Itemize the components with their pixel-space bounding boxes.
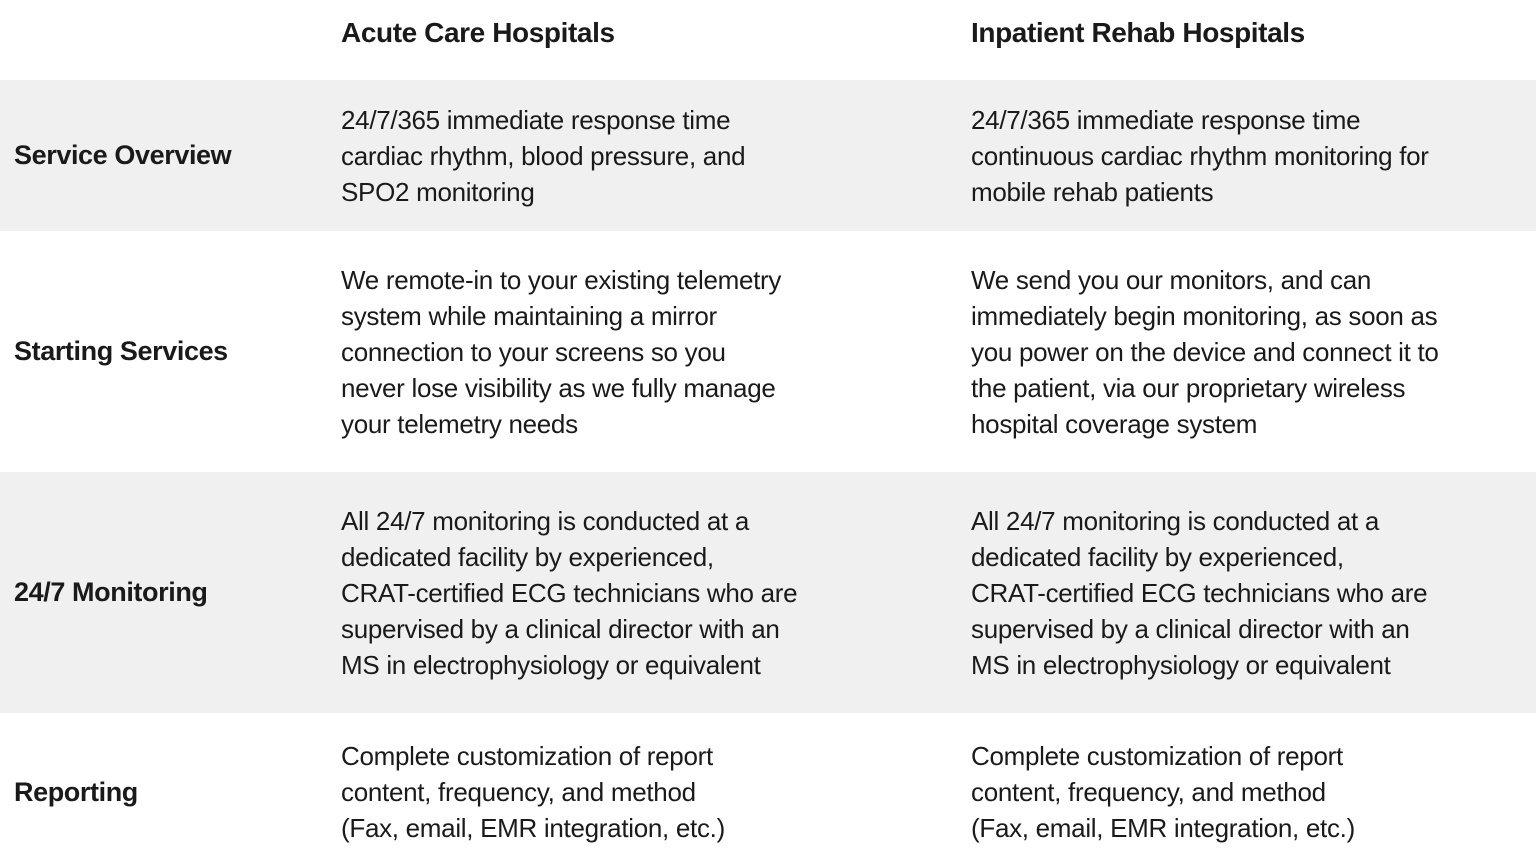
cell-text-line: MS in electrophysiology or equivalent: [971, 649, 1391, 680]
cell-text-line: never lose visibility as we fully manage: [341, 372, 776, 403]
cell-text-line: supervised by a clinical director with an: [971, 613, 1410, 644]
table-row-service-overview: [0, 80, 1536, 231]
cell-text-line: cardiac rhythm, blood pressure, and: [341, 140, 746, 171]
cell-text-line: supervised by a clinical director with an: [341, 613, 780, 644]
cell-text-line: CRAT-certified ECG technicians who are: [341, 577, 798, 608]
cell-text-line: connection to your screens so you: [341, 336, 726, 367]
cell-text-line: continuous cardiac rhythm monitoring for: [971, 140, 1429, 171]
table-row-starting-services: [0, 231, 1536, 472]
inpatient-rehab-cell: [971, 102, 1536, 210]
cell-text-line: All 24/7 monitoring is conducted at a: [341, 505, 750, 536]
table-row-24-7-monitoring: [0, 472, 1536, 713]
acute-care-cell: [341, 738, 971, 846]
row-label: Reporting: [14, 776, 138, 807]
cell-text-line: hospital coverage system: [971, 408, 1258, 439]
acute-care-cell: [341, 503, 971, 683]
cell-text-line: your telemetry needs: [341, 408, 578, 439]
column-header-acute-care: Acute Care Hospitals: [341, 17, 615, 48]
cell-text-line: MS in electrophysiology or equivalent: [341, 649, 761, 680]
cell-text-line: dedicated facility by experienced,: [341, 541, 714, 572]
row-label: 24/7 Monitoring: [14, 577, 208, 607]
inpatient-rehab-cell: [971, 262, 1536, 442]
cell-text-line: system while maintaining a mirror: [341, 300, 717, 331]
cell-text-line: We send you our monitors, and can: [971, 264, 1372, 295]
acute-care-cell: [341, 102, 971, 210]
row-label: Starting Services: [14, 336, 228, 366]
cell-text-line: you power on the device and connect it to: [971, 336, 1439, 367]
cell-text-line: CRAT-certified ECG technicians who are: [971, 577, 1428, 608]
cell-text-line: 24/7/365 immediate response time: [341, 104, 731, 135]
inpatient-rehab-cell: [971, 738, 1536, 846]
column-header-inpatient-rehab: Inpatient Rehab Hospitals: [971, 17, 1305, 48]
acute-care-cell: [341, 262, 971, 442]
cell-text-line: 24/7/365 immediate response time: [971, 104, 1361, 135]
cell-text-line: mobile rehab patients: [971, 176, 1214, 207]
header-label-cell: [0, 0, 341, 15]
cell-text-line: immediately begin monitoring, as soon as: [971, 300, 1438, 331]
table-header-row: [0, 0, 1536, 80]
cell-text-line: Complete customization of report: [971, 741, 1343, 771]
cell-text-line: content, frequency, and method: [341, 777, 696, 807]
cell-text-line: SPO2 monitoring: [341, 176, 535, 207]
row-label: Service Overview: [14, 140, 232, 170]
inpatient-rehab-cell: [971, 503, 1536, 683]
table-row-reporting: [0, 713, 1536, 865]
cell-text-line: (Fax, email, EMR integration, etc.): [971, 813, 1355, 843]
cell-text-line: content, frequency, and method: [971, 777, 1326, 807]
cell-text-line: We remote-in to your existing telemetry: [341, 264, 782, 295]
cell-text-line: the patient, via our proprietary wireless: [971, 372, 1406, 403]
cell-text-line: Complete customization of report: [341, 741, 713, 771]
cell-text-line: dedicated facility by experienced,: [971, 541, 1344, 572]
cell-text-line: (Fax, email, EMR integration, etc.): [341, 813, 725, 843]
cell-text-line: All 24/7 monitoring is conducted at a: [971, 505, 1380, 536]
